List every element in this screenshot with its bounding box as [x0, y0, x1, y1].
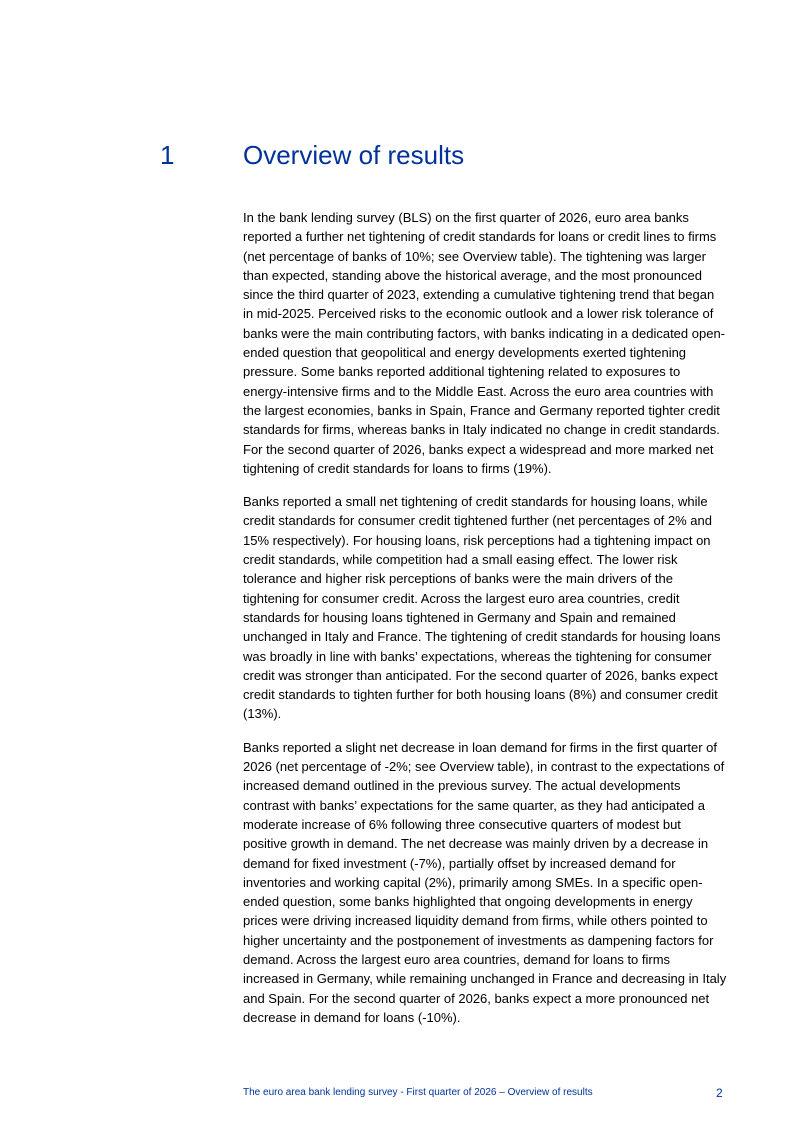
paragraph-2: Banks reported a small net tightening of credit standards for housing loans, while credit standards for consumer credit tightened further (net percentages of 2% and 15% respectively). For housing loans, risk perceptions had a tightening impact on credit standards, while competition had a small easing effect. The lower risk tolerance and higher risk perceptions of banks were the main drivers of the tightening for consumer credit. Across the largest euro area countries, credit standards for housing loans tightened in Germany and Spain and remained unchanged in Italy and France. The tightening of credit standards for housing loans was broadly in line with banks’ expectations, whereas the tightening for consumer credit was stronger than anticipated. For the second quarter of 2026, banks expect credit standards to tighten further for both housing loans (8%) and consumer credit (13%).	[243, 494, 721, 722]
section-title: Overview of results	[243, 140, 465, 170]
body-text	[243, 208, 727, 1041]
paragraph-1: In the bank lending survey (BLS) on the first quarter of 2026, euro area banks reported a further net tightening of credit standards for loans or credit lines to firms (net percentage of banks of 10%; see Overview table). The tightening was larger than expected, standing above the historical average, and the most pronounced since the third quarter of 2023, extending a cumulative tightening trend that began in mid-2025. Perceived risks to the economic outlook and a lower risk tolerance of banks were the main contributing factors, with banks indicating in a dedicated open-ended question that geopolitical and energy developments exerted tightening pressure. Some banks reported additional tightening related to exposures to energy-intensive firms and to the Middle East. Across the euro area countries with the largest economies, banks in Spain, France and Germany reported tighter credit standards for firms, whereas banks in Italy indicated no change in credit standards. For the second quarter of 2026, banks expect a widespread and more marked net tightening of credit standards for loans to firms (19%).	[243, 210, 726, 476]
section-number: 1	[160, 140, 175, 170]
paragraph-3: Banks reported a slight net decrease in loan demand for firms in the first quarter of 2026 (net percentage of -2%; see Overview table), in contrast to the expectations of increased demand outlined in the previous survey. The actual developments contrast with banks’ expectations for the same quarter, as they had anticipated a moderate increase of 6% following three consecutive quarters of modest but positive growth in demand. The net decrease was mainly driven by a decrease in demand for fixed investment (-7%), partially offset by increased demand for inventories and working capital (2%), primarily among SMEs. In a specific open-ended question, some banks highlighted that ongoing developments in energy prices were driving increased liquidity demand from firms, while others pointed to higher uncertainty and the postponement of investments as dampening factors for demand. Across the largest euro area countries, demand for loans to firms increased in Germany, while remaining unchanged in France and decreasing in Italy and Spain. For the second quarter of 2026, banks expect a more pronounced net decrease in demand for loans (-10%).	[243, 739, 727, 1025]
footer-text: The euro area bank lending survey - First quarter of 2026 – Overview of results	[243, 1087, 593, 1098]
page-number: 2	[716, 1086, 723, 1100]
